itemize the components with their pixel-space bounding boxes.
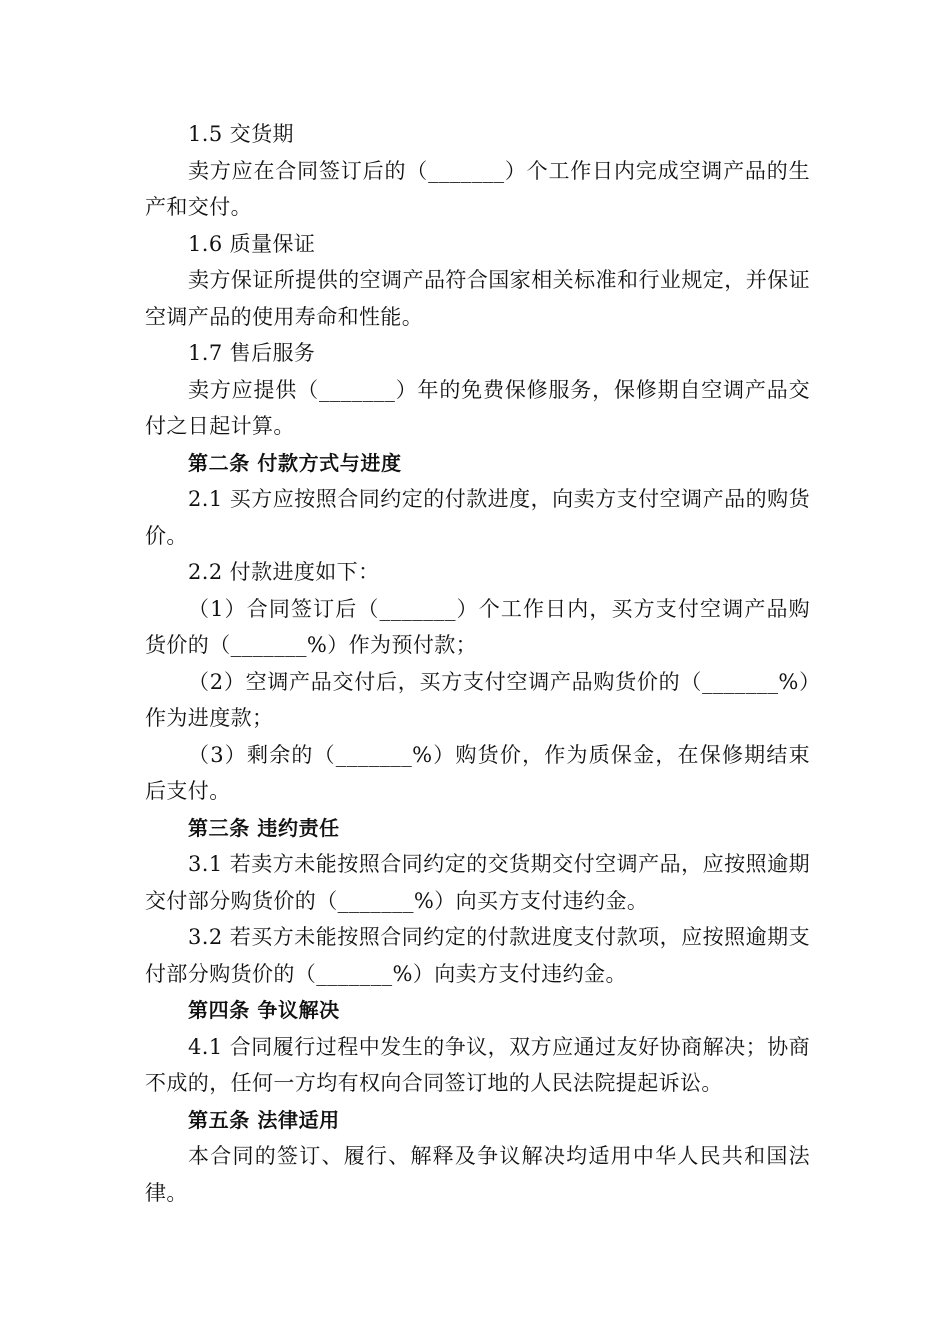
article-4-heading: 第四条 争议解决 — [188, 998, 340, 1022]
clause-2-1: 2.1 买方应按照合同约定的付款进度，向卖方支付空调产品的购货价。 — [145, 487, 810, 548]
clause-1-6-title: 1.6 质量保证 — [188, 231, 316, 256]
payment-item-3: （3）剩余的（_______%）购货价，作为质保金，在保修期结束后支付。 — [145, 742, 810, 803]
clause-1-6-body: 卖方保证所提供的空调产品符合国家相关标准和行业规定，并保证空调产品的使用寿命和性能。 — [145, 268, 810, 329]
payment-item-1: （1）合同签订后（_______）个工作日内，买方支付空调产品购货价的（_______%）作为预付款； — [145, 596, 810, 657]
article-5-body: 本合同的签订、履行、解释及争议解决均适用中华人民共和国法律。 — [145, 1144, 810, 1205]
payment-item-2: （2）空调产品交付后，买方支付空调产品购货价的（_______%）作为进度款； — [145, 669, 810, 730]
article-2-heading: 第二条 付款方式与进度 — [188, 450, 402, 475]
clause-1-7-body: 卖方应提供（_______）年的免费保修服务，保修期自空调产品交付之日起计算。 — [145, 377, 810, 438]
clause-1-5-title: 1.5 交货期 — [188, 122, 294, 146]
clause-1-5-body: 卖方应在合同签订后的（_______）个工作日内完成空调产品的生产和交付。 — [145, 158, 810, 219]
contract-page — [145, 116, 810, 1211]
clause-3-1: 3.1 若卖方未能按照合同约定的交货期交付空调产品，应按照逾期交付部分购货价的（_______%）向买方支付违约金。 — [145, 852, 810, 913]
clause-4-1: 4.1 合同履行过程中发生的争议，双方应通过友好协商解决；协商不成的，任何一方均有权向合同签订地的人民法院提起诉讼。 — [145, 1034, 810, 1095]
article-5-heading: 第五条 法律适用 — [188, 1107, 340, 1132]
clause-3-2: 3.2 若买方未能按照合同约定的付款进度支付款项，应按照逾期支付部分购货价的（_______%）向卖方支付违约金。 — [145, 925, 810, 986]
clause-1-7-title: 1.7 售后服务 — [188, 341, 316, 365]
article-3-heading: 第三条 违约责任 — [188, 815, 340, 840]
clause-2-2: 2.2 付款进度如下： — [188, 560, 380, 584]
